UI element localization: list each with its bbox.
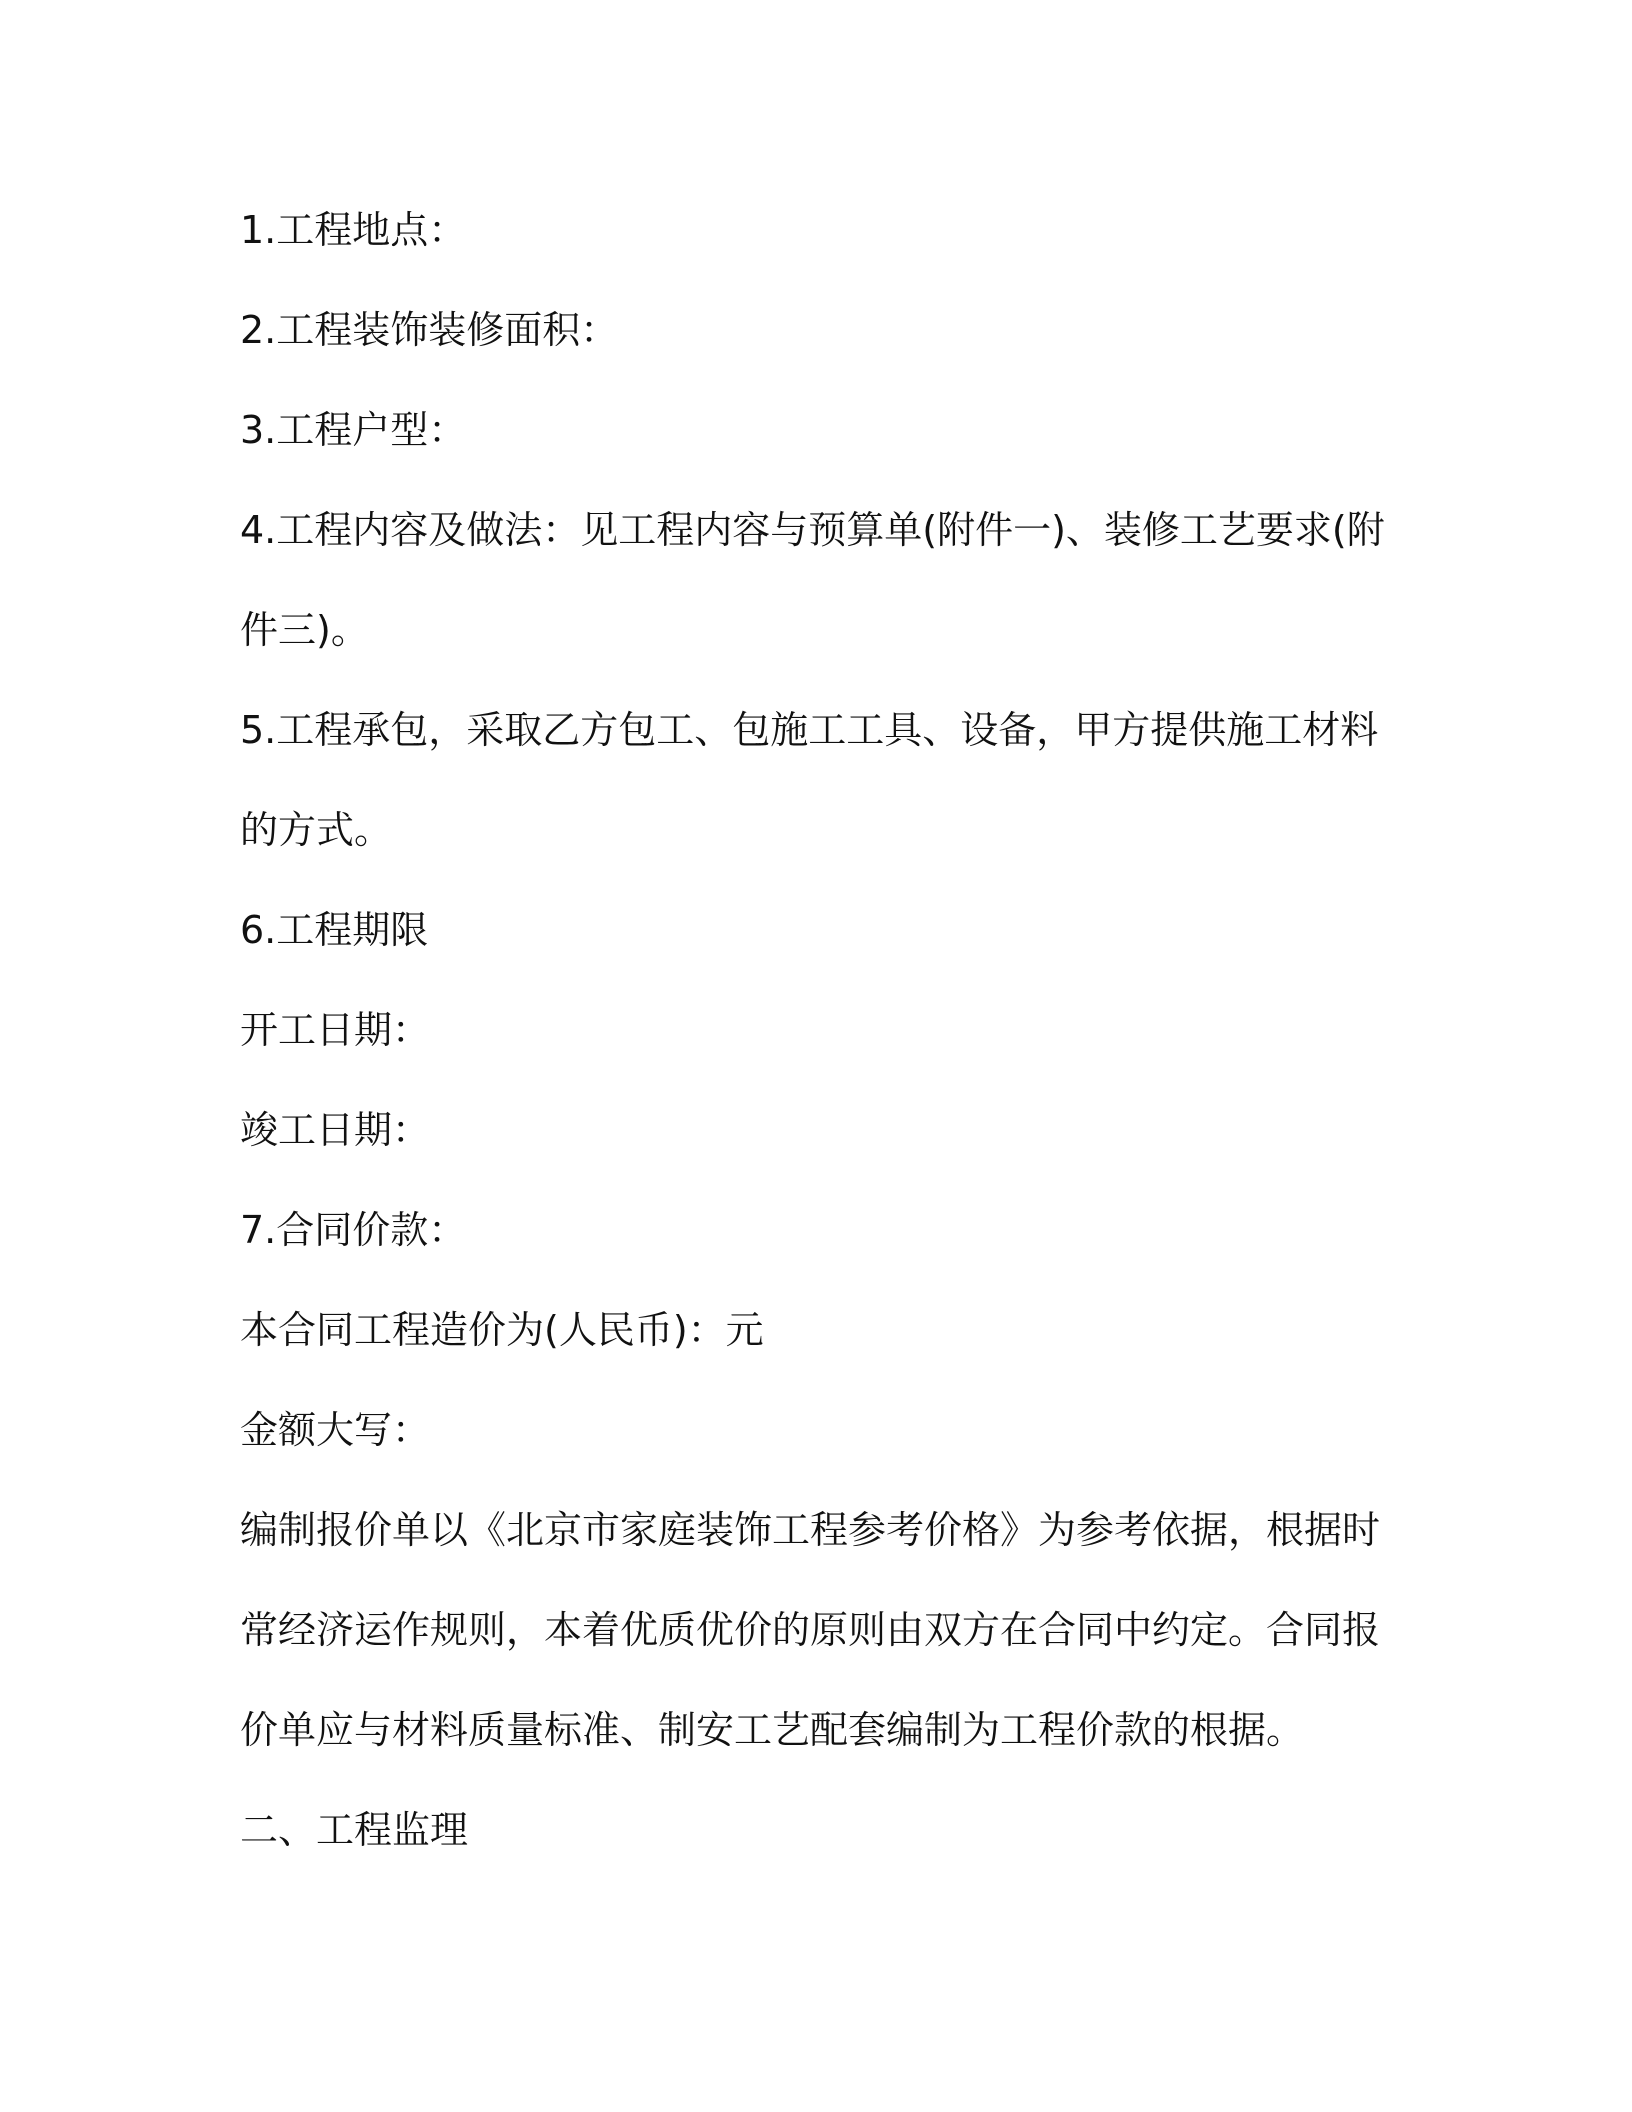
contract-cost: 本合同工程造价为(人民币)：元 (240, 1308, 764, 1352)
item-term: 6.工程期限 (240, 908, 429, 952)
document-body (240, 180, 1385, 1880)
amount-in-words: 金额大写： (240, 1408, 431, 1452)
quotation-basis-line1: 编制报价单以《北京市家庭装饰工程参考价格》为参考依据，根据时 (240, 1508, 1381, 1552)
quotation-basis-line3: 价单应与材料质量标准、制安工艺配套编制为工程价款的根据。 (240, 1708, 1305, 1752)
quotation-basis-line2: 常经济运作规则，本着优质优价的原则由双方在合同中约定。合同报 (240, 1608, 1381, 1652)
item-content-method-line1: 4.工程内容及做法：见工程内容与预算单(附件一)、装修工艺要求(附 (240, 508, 1385, 552)
item-content-method-line2: 件三)。 (240, 608, 369, 652)
item-area: 2.工程装饰装修面积： (240, 308, 619, 352)
item-location: 1.工程地点： (240, 208, 467, 252)
item-contract-price: 7.合同价款： (240, 1208, 467, 1252)
completion-date: 竣工日期： (240, 1108, 431, 1152)
item-contracting-line1: 5.工程承包，采取乙方包工、包施工工具、设备，甲方提供施工材料 (240, 708, 1379, 752)
item-contracting-line2: 的方式。 (240, 808, 393, 852)
section-heading-supervision: 二、工程监理 (240, 1808, 469, 1852)
start-date: 开工日期： (240, 1008, 431, 1052)
item-floor-plan: 3.工程户型： (240, 408, 467, 452)
